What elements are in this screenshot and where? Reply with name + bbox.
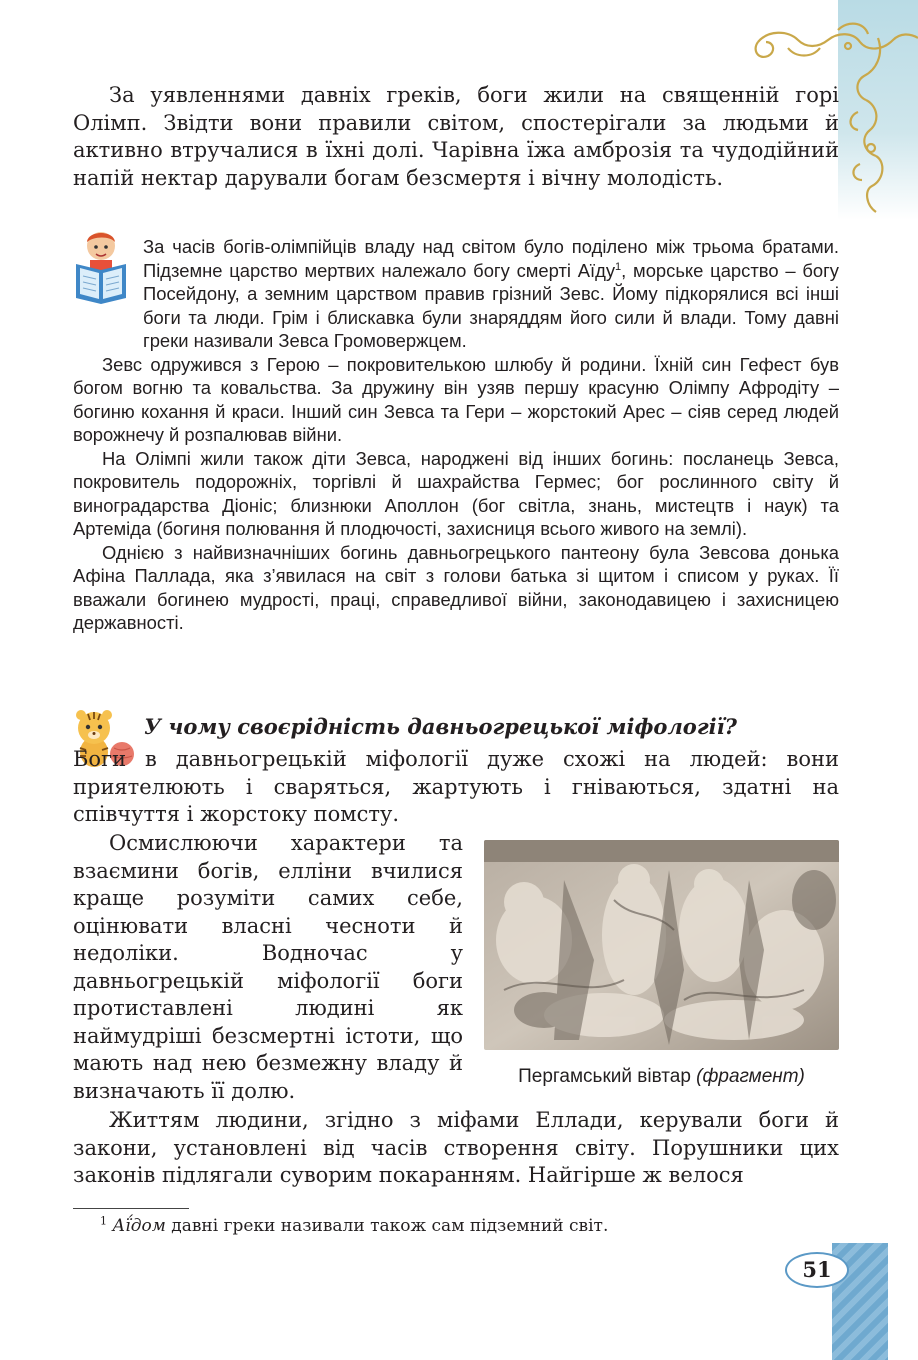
pergamon-altar-relief-image xyxy=(484,840,839,1050)
final-paragraph xyxy=(73,1107,839,1190)
info-paragraph-1-part-a: За часів богів-олімпійців владу над світом було поділено між трьома братами. Підземне царство мертвих належало богу смерті Аїду xyxy=(143,236,839,281)
intro-text: За уявленнями давніх греків, боги жили на священній горі Олімп. Звідти вони правили світом, спостерігали за людьми й активно втручалися в їхні долі. Чарівна їжа амброзія та чудодійний напій нектар дарували богам безсмертя і вічну молодість. xyxy=(73,83,839,190)
figure-caption-note: (фрагмент) xyxy=(696,1066,805,1087)
left-column-paragraph xyxy=(73,830,463,1105)
footnote-text: давні греки називали також сам підземний світ. xyxy=(165,1216,609,1236)
info-paragraph-3: На Олімпі жили також діти Зевса, народжені від інших богинь: посланець Зевса, покровитель подорожніх, торгівлі й шахрайства Гермес; бог рослинного світу й виноградарства Діоніс; близнюки Аполлон (бог світла, знань, мистецтв і наук) та Артеміда (богиня полювання й плодючості, захисниця всього живого на землі). xyxy=(73,447,839,539)
section-question-heading: У чому своєрідність давньогрецької міфології? xyxy=(144,714,737,739)
question-answer xyxy=(73,746,839,829)
page-number: 51 xyxy=(785,1252,849,1288)
figure-caption-title: Пергамський вівтар xyxy=(518,1066,697,1087)
footnote-divider xyxy=(73,1208,189,1209)
info-paragraph-2: Зевс одружився з Герою – покровителькою шлюбу й родини. Їхній син Гефест був богом вогню та ковальства. За дружину він узяв першу красуню Олімпу Афродіту – богиню кохання й краси. Інший син Зевса та Гери – жорстокий Арес – сіяв серед людей ворожнечу й розпалював війни. xyxy=(73,353,839,445)
footnote xyxy=(100,1214,840,1238)
info-paragraph-4: Однією з найвизначніших богинь давньогрецького пантеону була Зевсова донька Афіна Паллада, яка з’явилася на світ з голови батька зі щитом і списом у руках. Її вважали богинею мудрості, праці, справедливої війни, законодавицею і захисницею державності. xyxy=(73,541,839,633)
intro-paragraph xyxy=(73,82,839,192)
final-paragraph-text: Життям людини, згідно з міфами Еллади, керували боги й закони, установлені від часів створення світу. Порушники цих законів підлягали суворим покаранням. Найгірше ж велося xyxy=(73,1108,839,1187)
info-paragraph-1 xyxy=(143,235,839,353)
left-column-text: Осмислюючи характери та взаємини богів, елліни вчилися краще розуміти самих себе, оцінювати власні чесноти й недоліки. Водночас у давньогрецькій міфології боги протиставлені людині як наймудріші безсмертні істоти, що мають над нею безмежну владу й визначають її долю. xyxy=(73,831,463,1103)
footnote-term: Аї́дом xyxy=(112,1216,166,1236)
figure-caption xyxy=(484,1066,839,1088)
info-paragraph-1-part-b: , морське царство – богу Посейдону, а земним царством правив грізний Зевс. Йому підкорялися всі інші боги та люди. Грім і блискавка були знаряддям його сили й влади. Тому давні греки називали Зевса Громовержцем. xyxy=(143,259,839,351)
answer-text: Боги в давньогрецькій міфології дуже схожі на людей: вони приятелюють і сваряться, жартують і гніваються, здатні на співчуття і жорстоку помсту. xyxy=(73,747,839,826)
mythology-info-block xyxy=(73,235,839,635)
footnote-number: 1 xyxy=(100,1214,107,1228)
footnote-marker: 1 xyxy=(615,260,622,273)
